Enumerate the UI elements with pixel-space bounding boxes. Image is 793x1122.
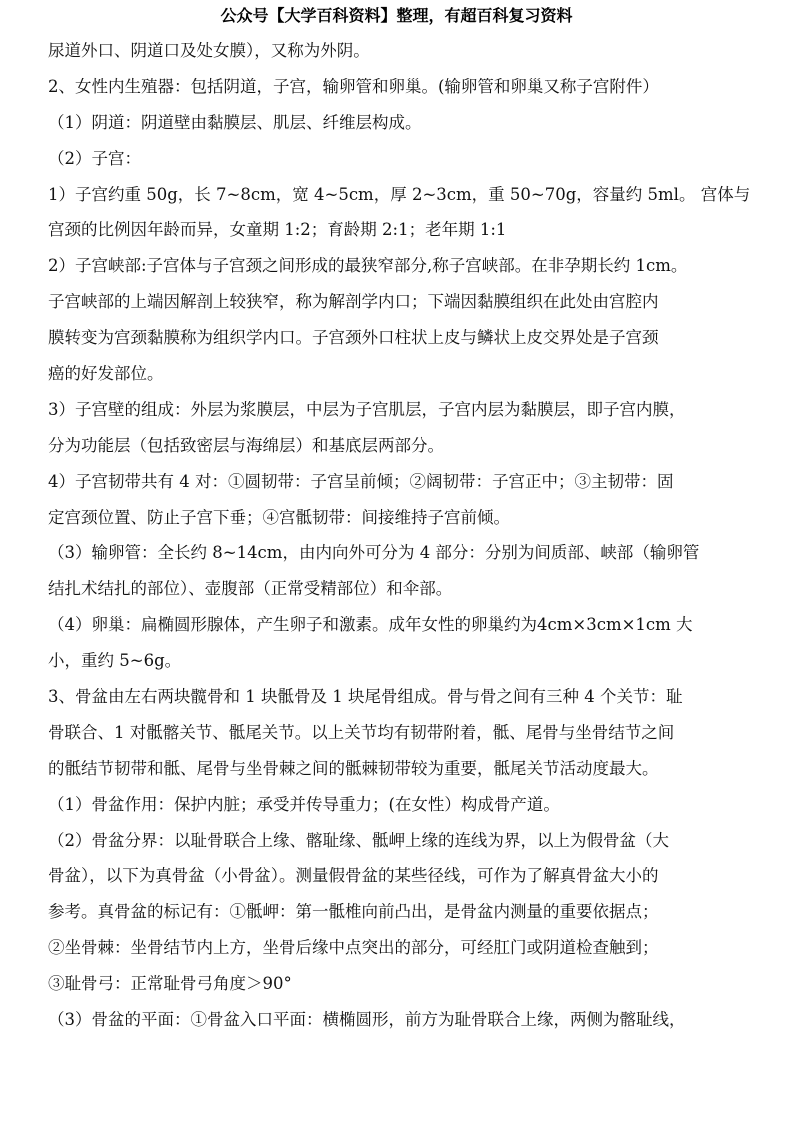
text-line: （1）阴道：阴道壁由黏膜层、肌层、纤维层构成。 <box>48 112 422 132</box>
text-line: （2）骨盆分界：以耻骨联合上缘、髂耻缘、骶岬上缘的连线为界，以上为假骨盆（大 <box>48 830 669 850</box>
text-line: ③耻骨弓：正常耻骨弓角度＞90° <box>48 974 292 994</box>
text-line: 定宫颈位置、防止子宫下垂；④宫骶韧带：间接维持子宫前倾。 <box>48 507 510 527</box>
text-line: （3）骨盆的平面：①骨盆入口平面：横椭圆形，前方为耻骨联合上缘，两侧为髂耻线， <box>48 1010 686 1030</box>
text-line: 骨盆），以下为真骨盆（小骨盆）。测量假骨盆的某些径线，可作为了解真骨盆大小的 <box>48 866 659 886</box>
text-line: 尿道外口、阴道口及处女膜），又称为外阴。 <box>48 41 370 60</box>
text-line: 2、女性内生殖器：包括阴道，子宫，输卵管和卵巢。(输卵管和卵巢又称子宫附件） <box>48 76 659 96</box>
text-line: 骨联合、1 对骶髂关节、骶尾关节。以上关节均有韧带附着，骶、尾骨与坐骨结节之间 <box>48 722 675 742</box>
text-line: （3）输卵管：全长约 8~14cm，由内向外可分为 4 部分：分别为间质部、峡部（输卵管 <box>48 543 700 563</box>
text-line: 结扎术结扎的部位）、壶腹部（正常受精部位）和伞部。 <box>48 579 453 599</box>
text-line: 4）子宫韧带共有 4 对：①圆韧带：子宫呈前倾；②阔韧带：子宫正中；③主韧带：固 <box>48 471 674 491</box>
text-line: 3）子宫壁的组成：外层为浆膜层，中层为子宫肌层，子宫内层为黏膜层，即子宫内膜， <box>48 399 686 419</box>
text-line: 分为功能层（包括致密层与海绵层）和基底层两部分。 <box>48 435 444 455</box>
text-line: （1）骨盆作用：保护内脏；承受并传导重力；(在女性）构成骨产道。 <box>48 794 560 814</box>
text-line: 3、骨盆由左右两块髋骨和 1 块骶骨及 1 块尾骨组成。骨与骨之间有三种 4 个关节：耻 <box>48 687 683 707</box>
text-line: 膜转变为宫颈黏膜称为组织学内口。子宫颈外口柱状上皮与鳞状上皮交界处是子宫颈 <box>48 328 659 348</box>
text-line: （2）子宫： <box>48 148 141 168</box>
text-line: ②坐骨棘：坐骨结节内上方，坐骨后缘中点突出的部分，可经肛门或阴道检查触到； <box>48 938 659 958</box>
text-line: （4）卵巢：扁椭圆形腺体，产生卵子和激素。成年女性的卵巢约为4cm×3cm×1cm 大 <box>48 615 693 635</box>
text-line: 小，重约 5~6g。 <box>48 651 182 671</box>
text-line: 参考。真骨盆的标记有：①骶岬：第一骶椎向前凸出，是骨盆内测量的重要依据点； <box>48 902 659 922</box>
text-line: 癌的好发部位。 <box>48 364 164 384</box>
document-body <box>48 33 753 1038</box>
text-line: 2）子宫峡部:子宫体与子宫颈之间形成的最狭窄部分,称子宫峡部。在非孕期长约 1cm。 <box>48 256 688 276</box>
text-line: 子宫峡部的上端因解剖上较狭窄，称为解剖学内口；下端因黏膜组织在此处由宫腔内 <box>48 292 659 312</box>
text-line: 宫颈的比例因年龄而异，女童期 1:2；育龄期 2:1；老年期 1:1 <box>48 220 507 240</box>
page-header: 公众号【大学百科资料】整理，有超百科复习资料 <box>220 6 573 25</box>
text-line: 的骶结节韧带和骶、尾骨与坐骨棘之间的骶棘韧带较为重要，骶尾关节活动度最大。 <box>48 758 659 778</box>
text-line: 1）子宫约重 50g，长 7~8cm，宽 4~5cm，厚 2~3cm，重 50~70g，容量约 5ml。 宫体与 <box>48 184 751 204</box>
